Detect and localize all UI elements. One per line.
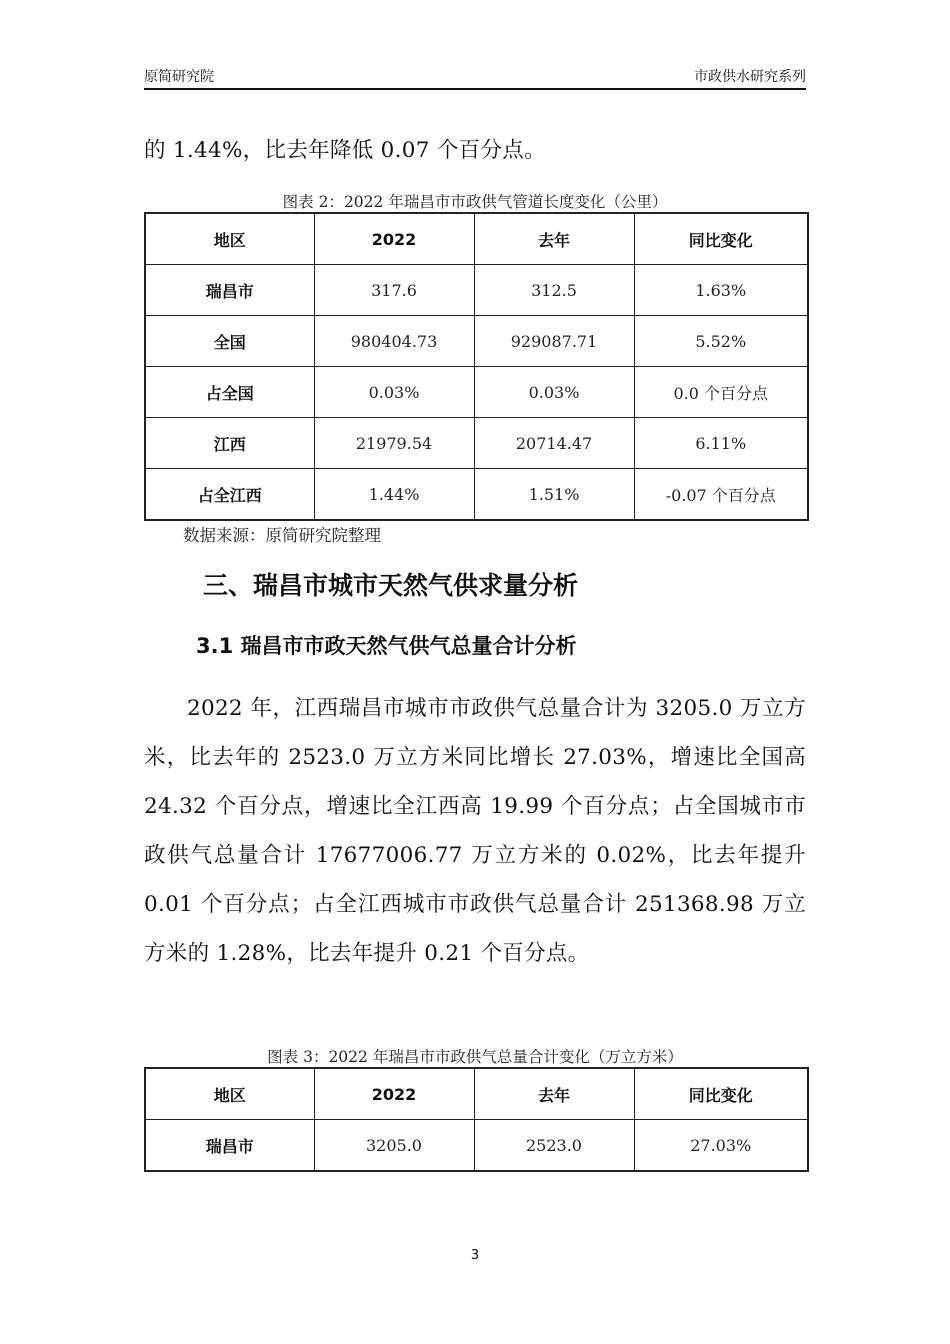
table-header-row <box>145 1068 808 1120</box>
table3-caption: 图表 3：2022 年瑞昌市市政供气总量合计变化（万立方米） <box>267 1048 683 1066</box>
row-label: 占全国 <box>145 367 314 418</box>
column-header: 2022 <box>314 213 474 265</box>
cell-last-year: 312.5 <box>474 265 634 316</box>
table3-supply-total <box>144 1067 809 1172</box>
table-row <box>145 316 808 367</box>
column-header: 2022 <box>314 1068 474 1120</box>
cell-last-year: 1.51% <box>474 469 634 521</box>
cell-yoy-change: 27.03% <box>634 1120 808 1172</box>
cell-last-year: 929087.71 <box>474 316 634 367</box>
analysis-paragraph: 2022 年，江西瑞昌市城市市政供气总量合计为 3205.0 万立方米，比去年的 2523.0 万立方米同比增长 27.03%，增速比全国高 24.32 个百分点，增速比全江西高 19.99 个百分点；占全国城市市政供气总量合计 17677006.77 万立方米的 0.02%，比去年提升 0.01 个百分点；占全江西城市市政供气总量合计 251368.98 万立方米的 1.28%，比去年提升 0.21 个百分点。 <box>144 696 806 966</box>
row-label: 江西 <box>145 418 314 469</box>
column-header: 同比变化 <box>634 213 808 265</box>
row-label: 瑞昌市 <box>145 1120 314 1172</box>
cell-yoy-change: 6.11% <box>634 418 808 469</box>
column-header: 地区 <box>145 1068 314 1120</box>
cell-2022: 980404.73 <box>314 316 474 367</box>
column-header: 去年 <box>474 1068 634 1120</box>
cell-2022: 317.6 <box>314 265 474 316</box>
header-divider <box>144 88 806 90</box>
row-label: 瑞昌市 <box>145 265 314 316</box>
cell-2022: 3205.0 <box>314 1120 474 1172</box>
row-label: 全国 <box>145 316 314 367</box>
table-row <box>145 418 808 469</box>
table-row <box>145 1120 808 1172</box>
column-header: 同比变化 <box>634 1068 808 1120</box>
table-row <box>145 265 808 316</box>
table-row <box>145 367 808 418</box>
cell-last-year: 20714.47 <box>474 418 634 469</box>
table-header-row <box>145 213 808 265</box>
table2-pipeline-length <box>144 212 809 521</box>
header-org-name: 原简研究院 <box>144 69 214 85</box>
cell-2022: 21979.54 <box>314 418 474 469</box>
page-header <box>144 66 806 88</box>
section-heading: 三、瑞昌市城市天然气供求量分析 <box>203 571 579 600</box>
intro-line: 的 1.44%，比去年降低 0.07 个百分点。 <box>144 138 546 163</box>
row-label: 占全江西 <box>145 469 314 521</box>
cell-2022: 1.44% <box>314 469 474 521</box>
cell-yoy-change: 5.52% <box>634 316 808 367</box>
page-number: 3 <box>470 1248 480 1263</box>
table2-caption: 图表 2：2022 年瑞昌市市政供气管道长度变化（公里） <box>282 193 668 211</box>
table2-source-note: 数据来源：原简研究院整理 <box>183 526 381 545</box>
cell-yoy-change: 0.0 个百分点 <box>634 367 808 418</box>
cell-last-year: 2523.0 <box>474 1120 634 1172</box>
subsection-heading: 3.1 瑞昌市市政天然气供气总量合计分析 <box>196 634 577 658</box>
cell-2022: 0.03% <box>314 367 474 418</box>
cell-yoy-change: 1.63% <box>634 265 808 316</box>
table-row <box>145 469 808 521</box>
header-series-name: 市政供水研究系列 <box>694 69 806 85</box>
cell-last-year: 0.03% <box>474 367 634 418</box>
column-header: 地区 <box>145 213 314 265</box>
cell-yoy-change: -0.07 个百分点 <box>634 469 808 521</box>
column-header: 去年 <box>474 213 634 265</box>
